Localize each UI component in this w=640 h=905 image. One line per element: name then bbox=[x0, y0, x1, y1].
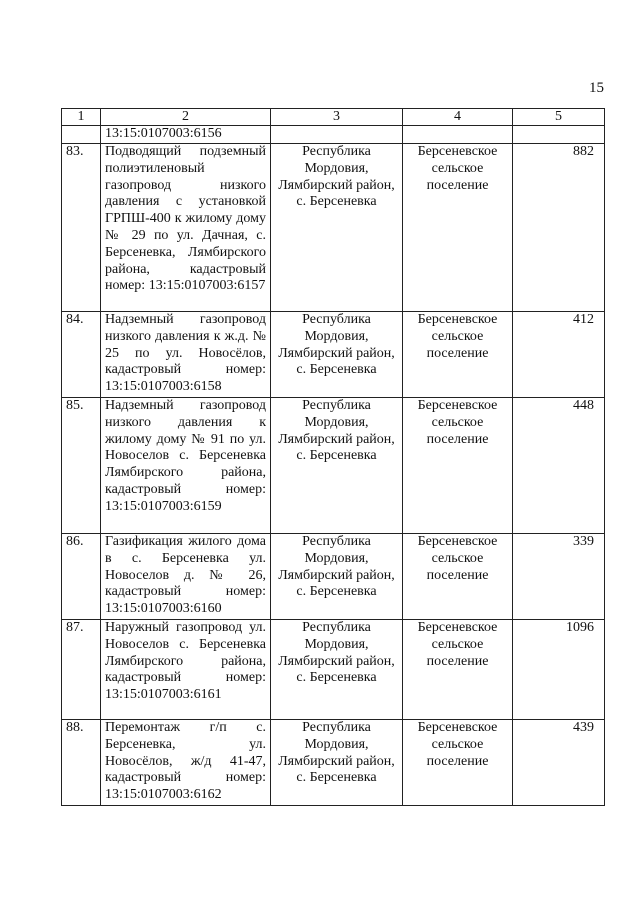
row-value: 448 bbox=[513, 398, 605, 534]
table-row bbox=[62, 534, 605, 620]
row-settlement: Берсеневское сельское поселение bbox=[403, 144, 513, 312]
row-number: 87. bbox=[62, 620, 101, 720]
row-location: Республика Мордовия, Лямбирский район, с. Берсеневка bbox=[271, 312, 403, 398]
table-row bbox=[62, 620, 605, 720]
row-settlement: Берсеневское сельское поселение bbox=[403, 312, 513, 398]
row-number: 83. bbox=[62, 144, 101, 312]
row-description: 13:15:0107003:6156 bbox=[101, 126, 271, 144]
row-location bbox=[271, 126, 403, 144]
row-number: 88. bbox=[62, 720, 101, 806]
row-value: 882 bbox=[513, 144, 605, 312]
row-settlement bbox=[403, 126, 513, 144]
header-row bbox=[62, 109, 605, 126]
row-location: Республика Мордовия, Лямбирский район, с. Берсеневка bbox=[271, 620, 403, 720]
row-number: 84. bbox=[62, 312, 101, 398]
row-value: 412 bbox=[513, 312, 605, 398]
row-settlement: Берсеневское сельское поселение bbox=[403, 398, 513, 534]
row-value: 439 bbox=[513, 720, 605, 806]
row-location: Республика Мордовия, Лямбирский район, с. Берсеневка bbox=[271, 144, 403, 312]
row-description: Газификация жилого дома в с. Берсеневка ул. Новоселов д. № 26, кадастровый номер: 13:15:0107003:6160 bbox=[101, 534, 271, 620]
row-settlement: Берсеневское сельское поселение bbox=[403, 720, 513, 806]
row-value bbox=[513, 126, 605, 144]
row-value: 1096 bbox=[513, 620, 605, 720]
table-row bbox=[62, 720, 605, 806]
row-description: Надземный газопровод низкого давления к жилому дому № 91 по ул. Новоселов с. Берсеневка Лямбирского района, кадастровый номер: 13:15:0107003:6159 bbox=[101, 398, 271, 534]
table-row bbox=[62, 144, 605, 312]
row-description: Перемонтаж г/п с. Берсеневка, ул. Новосёлов, ж/д 41-47, кадастровый номер: 13:15:0107003:6162 bbox=[101, 720, 271, 806]
table-row bbox=[62, 312, 605, 398]
column-header: 2 bbox=[101, 109, 271, 126]
row-description: Надземный газопровод низкого давления к ж.д. № 25 по ул. Новосёлов, кадастровый номер: 13:15:0107003:6158 bbox=[101, 312, 271, 398]
property-table bbox=[61, 108, 605, 806]
row-number: 86. bbox=[62, 534, 101, 620]
row-description: Наружный газопровод ул. Новоселов с. Берсеневка Лямбирского района, кадастровый номер: 13:15:0107003:6161 bbox=[101, 620, 271, 720]
row-location: Республика Мордовия, Лямбирский район, с. Берсеневка bbox=[271, 720, 403, 806]
column-header: 1 bbox=[62, 109, 101, 126]
row-description: Подводящий подземный полиэтиленовый газопровод низкого давления с установкой ГРПШ-400 к жилому дому № 29 по ул. Дачная, с. Берсеневка, Лямбирского района, кадастровый номер: 13:15:0107003:6157 bbox=[101, 144, 271, 312]
continuation-row bbox=[62, 126, 605, 144]
row-settlement: Берсеневское сельское поселение bbox=[403, 620, 513, 720]
column-header: 3 bbox=[271, 109, 403, 126]
row-value: 339 bbox=[513, 534, 605, 620]
row-settlement: Берсеневское сельское поселение bbox=[403, 534, 513, 620]
row-number bbox=[62, 126, 101, 144]
column-header: 5 bbox=[513, 109, 605, 126]
row-location: Республика Мордовия, Лямбирский район, с. Берсеневка bbox=[271, 534, 403, 620]
row-number: 85. bbox=[62, 398, 101, 534]
column-header: 4 bbox=[403, 109, 513, 126]
page-number: 15 bbox=[589, 80, 604, 96]
table-row bbox=[62, 398, 605, 534]
row-location: Республика Мордовия, Лямбирский район, с. Берсеневка bbox=[271, 398, 403, 534]
